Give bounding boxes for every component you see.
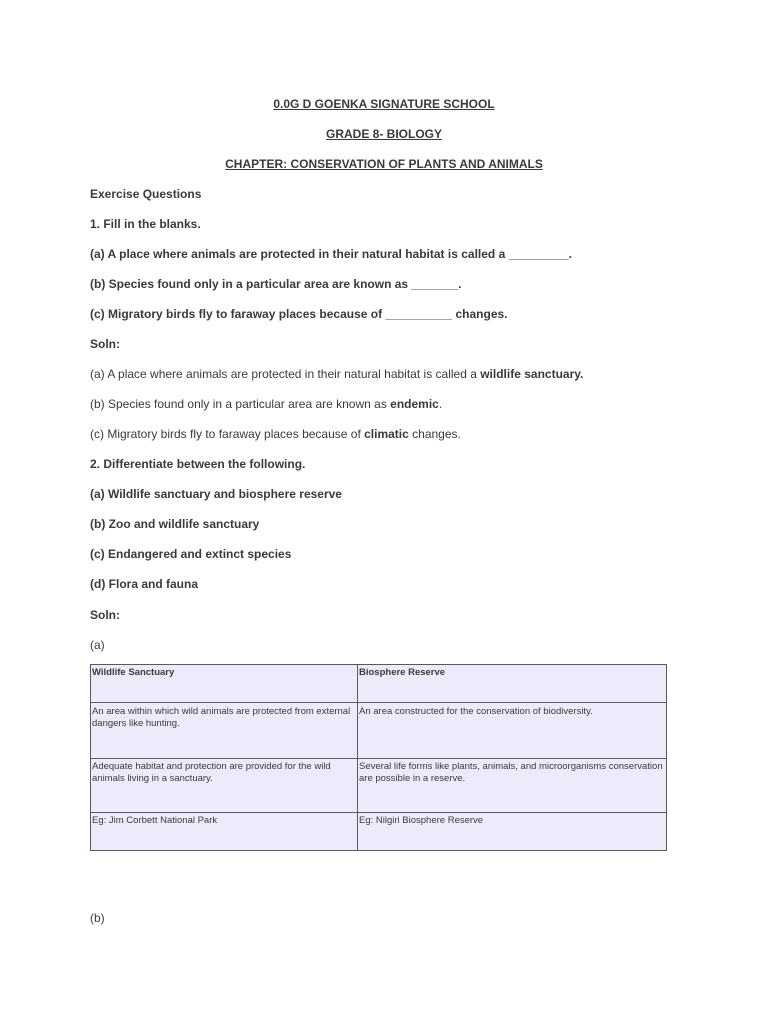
table-row (91, 759, 667, 813)
answer-1b-suffix: . (438, 397, 443, 411)
table-cell: Adequate habitat and protection are provided for the wild animals living in a sanctuary. (91, 759, 358, 813)
question-1b: (b) Species found only in a particular area are known as _______. (90, 277, 462, 291)
table-cell: Several life forms like plants, animals, and microorganisms conservation are possible in a reserve. (358, 759, 667, 813)
table-header-row (91, 665, 667, 703)
table-cell: An area constructed for the conservation of biodiversity. (358, 703, 667, 759)
answer-1c-text: (c) Migratory birds fly to faraway places because of (90, 427, 365, 441)
grade-title: GRADE 8- BIOLOGY (325, 127, 442, 141)
answer-1a (90, 367, 583, 381)
table-cell: Eg: Nilgiri Biosphere Reserve (358, 813, 667, 851)
answer-1b-keyword: endemic (390, 397, 439, 411)
question-2a: (a) Wildlife sanctuary and biosphere reserve (90, 487, 342, 501)
answer-1b (90, 397, 442, 411)
part-b-label: (b) (90, 911, 105, 925)
question-2-title: 2. Differentiate between the following. (90, 457, 306, 471)
answer-1a-keyword: wildlife sanctuary. (480, 367, 584, 381)
answer-1a-text: (a) A place where animals are protected in their natural habitat is called a (90, 367, 481, 381)
chapter-title: CHAPTER: CONSERVATION OF PLANTS AND ANIMALS (225, 157, 543, 171)
table-cell: Eg: Jim Corbett National Park (91, 813, 358, 851)
question-2c: (c) Endangered and extinct species (90, 547, 292, 561)
soln-label-1: Soln: (90, 337, 120, 351)
answer-1b-text: (b) Species found only in a particular area are known as (90, 397, 391, 411)
question-1a: (a) A place where animals are protected in their natural habitat is called a _________. (90, 247, 572, 261)
answer-1c (90, 427, 461, 441)
question-1c: (c) Migratory birds fly to faraway places because of __________ changes. (90, 307, 508, 321)
question-2b: (b) Zoo and wildlife sanctuary (90, 517, 260, 531)
answer-1c-suffix: changes. (408, 427, 461, 441)
table-header-cell: Wildlife Sanctuary (91, 665, 358, 703)
soln-label-2: Soln: (90, 608, 120, 622)
table-header-cell: Biosphere Reserve (358, 665, 667, 703)
table-cell: An area within which wild animals are protected from external dangers like hunting. (91, 703, 358, 759)
table-row (91, 703, 667, 759)
comparison-table (90, 664, 667, 851)
table-row (91, 813, 667, 851)
exercise-title: Exercise Questions (90, 187, 202, 201)
question-2d: (d) Flora and fauna (90, 577, 198, 591)
answer-1c-keyword: climatic (364, 427, 409, 441)
school-name: 0.0G D GOENKA SIGNATURE SCHOOL (273, 97, 495, 111)
question-1-title: 1. Fill in the blanks. (90, 217, 201, 231)
part-a-label: (a) (90, 638, 105, 652)
